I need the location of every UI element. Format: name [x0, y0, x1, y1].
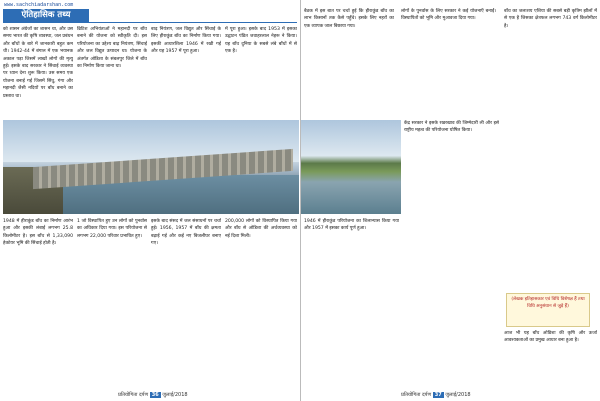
text-column-6: 1 जो विस्थापित हुए उन लोगों को पुनर्वास का अधिकार दिया गया। इस परियोजना से लगभग 22,000 परिवार प्रभावित हुए।: [77, 219, 147, 239]
footer-date: जुलाई/2018: [162, 392, 188, 398]
text-column-1: को शासन अंग्रेजों का शासन था, और उस समय भारत की कृषि व्यवस्था, जल प्रबंधन और बाँधों के बारे में जानकारी बहुत कम थी। 1942-44 में बंगाल में एक भयानक अकाल पड़ा जिसमें लाखों लोगों की मृत्यु हुई। इसके बाद सरकार ने सिंचाई व्यवस्था पर ध्यान देना शुरू किया। उस समय एक योजना बनाई गई जिसमें सिंधु, गंगा और महानदी जैसी नदियों पर बाँध बनाने का प्रस्ताव था।: [3, 27, 73, 99]
section-header: ऐतिहासिक तथ्य: [3, 9, 89, 22]
site-url[interactable]: www.sachchiadarshan.com: [4, 2, 74, 8]
author-note: (लेखक इतिहासकार एवं विधि विशेषज्ञ हैं तथा विधि अनुसंधान से जुड़े हैं): [506, 293, 590, 327]
text-column-5: 1948 में हीराकुंड बाँध का निर्माण आरंभ हुआ और इसकी लंबाई लगभग 25.8 किलोमीटर है। इस बाँध से 1,33,090 हेक्टेयर भूमि की सिंचाई होती है।: [3, 219, 73, 247]
text-column-8: 200,000 लोगों को विस्थापित किया गया और बाँध से ओडिशा की अर्थव्यवस्था को नई दिशा मिली।: [225, 219, 297, 239]
text-column-r4: 1946 में हीराकुंड परियोजना का शिलान्यास किया गया और 1957 में इसका कार्य पूर्ण हुआ।: [304, 219, 399, 232]
dam-photo: [3, 120, 299, 214]
right-page: [300, 0, 600, 401]
text-column-r1: बैठक में इस बात पर चर्चा हुई कि हीराकुंड बाँध का लाभ किसानों तक कैसे पहुँचे। इसके लिए नहरों का एक व्यापक जाल बिछाया गया।: [304, 9, 394, 29]
text-column-r3: बाँध का जलाशय एशिया की सबसे बड़ी कृत्रिम झीलों में से एक है जिसका क्षेत्रफल लगभग 743 वर्ग किलोमीटर है।: [504, 9, 597, 29]
text-column-r5: केंद्र सरकार ने इसके रखरखाव की जिम्मेदारी ली और इसे राष्ट्रीय महत्व की परियोजना घोषित किया।: [404, 121, 499, 134]
page-number: 37: [434, 392, 442, 398]
page-footer: [401, 392, 471, 398]
footer-magazine: प्रतियोगिता दर्पण: [401, 392, 432, 398]
header-rule: [3, 22, 297, 23]
text-column-r2: लोगों के पुनर्वास के लिए सरकार ने कई योजनाएँ बनाईं। विस्थापितों को भूमि और मुआवजा दिया गया।: [401, 9, 496, 22]
text-column-2: ब्रिटिश अभियंताओं ने महानदी पर बाँध बनाने की योजना को स्वीकृति दी। इस परियोजना का उद्देश्य बाढ़ नियंत्रण, सिंचाई और जल विद्युत उत्पादन था। योजना के अंतर्गत ओडिशा के संबलपुर जिले में बाँध का निर्माण किया जाना था।: [77, 27, 147, 70]
text-column-4: में पूरा हुआ। इसके बाद 1953 में इसका उद्घाटन पंडित जवाहरलाल नेहरू ने किया। यह बाँध दुनिया के सबसे लंबे बाँधों में से एक है।: [225, 27, 297, 55]
text-column-7: इसके बाद संसद में जल संसाधनों पर चर्चा हुई। 1956, 1957 में बाँध की क्षमता बढ़ाई गई और कई नए बिजलीघर बनाए गए।: [151, 219, 221, 247]
landscape-photo: [301, 120, 401, 214]
text-column-r6: आज भी यह बाँध ओडिशा की कृषि और ऊर्जा आवश्यकताओं का प्रमुख आधार बना हुआ है।: [504, 331, 597, 344]
footer-magazine: प्रतियोगिता दर्पण: [118, 392, 149, 398]
footer-date: जुलाई/2018: [445, 392, 471, 398]
page-footer: [118, 392, 188, 398]
page-number: 36: [151, 392, 159, 398]
text-column-3: बाढ़ नियंत्रण, जल विद्युत और सिंचाई के लिए हीराकुंड बाँध का निर्माण किया गया। इसकी आधारशिला 1946 में रखी गई और यह 1957 में पूरा हुआ।: [151, 27, 221, 55]
